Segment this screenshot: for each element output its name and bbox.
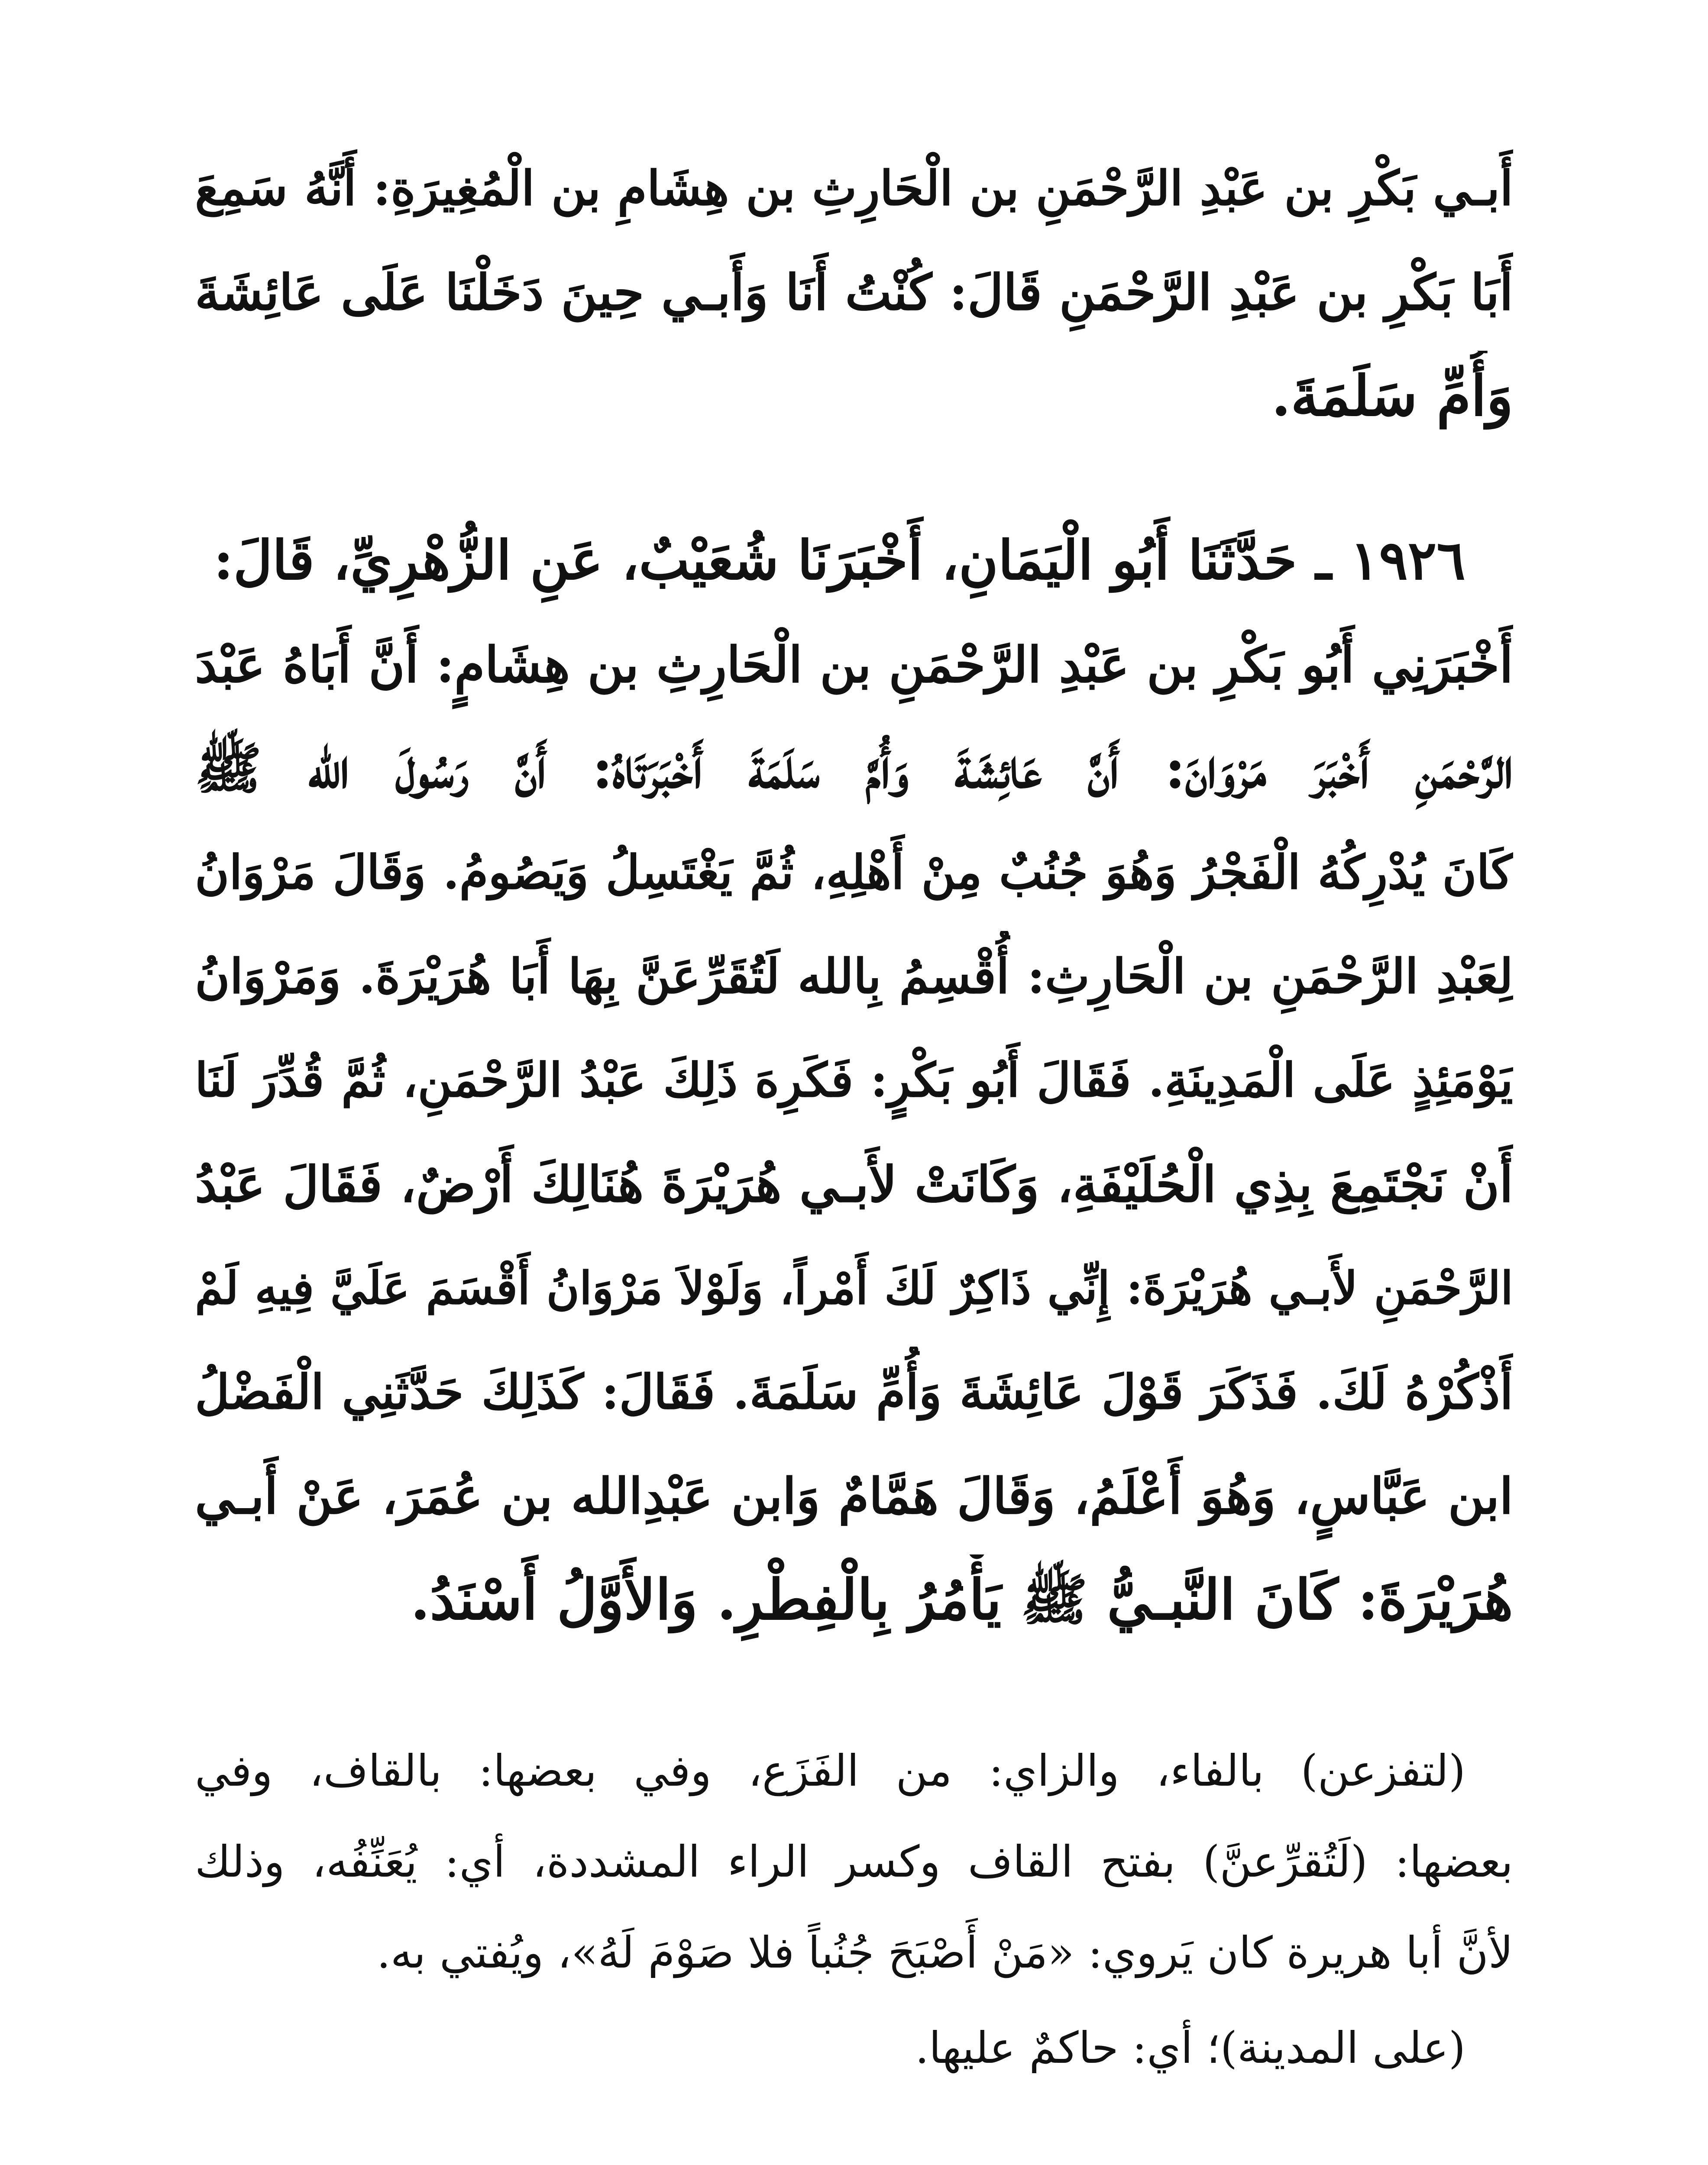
text-line: الرَّحْمَنِ أَخْبَرَ مَرْوَانَ: أَنَّ عَائِشَةَ وَأُمَّ سَلَمَةَ أَخْبَرَتَاهُ: أَنَّ رَسُولَ الله ﷺ [195, 736, 1513, 801]
commentary-line: بعضها: (لَتُقرِّعنَّ) بفتح القاف وكسر الراء المشددة، أي: يُعَنِّفُه، وذلك [195, 1836, 1513, 1887]
commentary-line: (على المدينة)؛ أي: حاكمٌ عليها. [915, 2023, 1465, 2073]
text-line: الرَّحْمَنِ لأَبـي هُرَيْرَةَ: إِنِّي ذَاكِرٌ لَكَ أَمْراً، وَلَوْلاَ مَرْوَانُ أَقْسَمَ عَلَيَّ فِيهِ لَمْ [195, 1261, 1513, 1315]
text-line: يَوْمَئِذٍ عَلَى الْمَدِينَةِ. فَقَالَ أَبُو بَكْرٍ: فَكَرِهَ ذَلِكَ عَبْدُ الرَّحْمَنِ، ثُمَّ قُدِّرَ لَنَا [195, 1053, 1513, 1108]
text-line: أَنْ نَجْتَمِعَ بِذِي الْحُلَيْفَةِ، وَكَانَتْ لأَبـي هُرَيْرَةَ هُنَالِكَ أَرْضٌ، فَقَالَ عَبْدُ [195, 1155, 1513, 1213]
text-line: أَبـي بَكْرِ بن عَبْدِ الرَّحْمَنِ بن الْحَارِثِ بن هِشَامِ بن الْمُغِيرَةِ: أَنَّهُ سَمِعَ [195, 160, 1513, 216]
text-line: أَخْبَرَنِي أَبُو بَكْرِ بن عَبْدِ الرَّحْمَنِ بن الْحَارِثِ بن هِشَامٍ: أَنَّ أَبَاهُ عَبْدَ [195, 636, 1513, 694]
text-line: أَذْكُرْهُ لَكَ. فَذَكَرَ قَوْلَ عَائِشَةَ وَأُمِّ سَلَمَةَ. فَقَالَ: كَذَلِكَ حَدَّثَنِي الْفَضْلُ [195, 1364, 1513, 1420]
hadith-heading-line: ١٩٢٦ ـ حَدَّثَنَا أَبُو الْيَمَانِ، أَخْبَرَنَا شُعَيْبٌ، عَنِ الزُّهْرِيِّ، قَالَ: [214, 529, 1465, 592]
text-line: أَبَا بَكْرِ بن عَبْدِ الرَّحْمَنِ قَالَ: كُنْتُ أَنَا وَأَبـي حِينَ دَخَلْنَا عَلَى عَائِشَةَ [195, 263, 1513, 321]
text-line: ابن عَبَّاسٍ، وَهُوَ أَعْلَمُ، وَقَالَ هَمَّامٌ وَابن عَبْدِالله بن عُمَرَ، عَنْ أَبـي [195, 1467, 1513, 1525]
text-line: كَانَ يُدْرِكُهُ الْفَجْرُ وَهُوَ جُنُبٌ مِنْ أَهْلِهِ، ثُمَّ يَغْتَسِلُ وَيَصُومُ. وَقَالَ مَرْوَانُ [195, 845, 1513, 900]
text-line: لِعَبْدِ الرَّحْمَنِ بن الْحَارِثِ: أُقْسِمُ بِالله لَتُقَرِّعَنَّ بِهَا أَبَا هُرَيْرَةَ. وَمَرْوَانُ [195, 948, 1513, 1004]
book-page [195, 0, 1513, 2165]
text-line: هُرَيْرَةَ: كَانَ النَّبـيُّ ﷺ يَأْمُرُ بِالْفِطْرِ. وَالأَوَّلُ أَسْنَدُ. [411, 1567, 1513, 1632]
text-line: وَأُمِّ سَلَمَةَ. [1271, 364, 1513, 429]
commentary-line: (لتفزعن) بالفاء، والزاي: من الفَزَع، وفي بعضها: بالقاف، وفي [195, 1745, 1465, 1796]
commentary-line: لأنَّ أبا هريرة كان يَروي: «مَنْ أَصْبَحَ جُنُباً فلا صَوْمَ لَهُ»، ويُفتي به. [377, 1927, 1513, 1978]
